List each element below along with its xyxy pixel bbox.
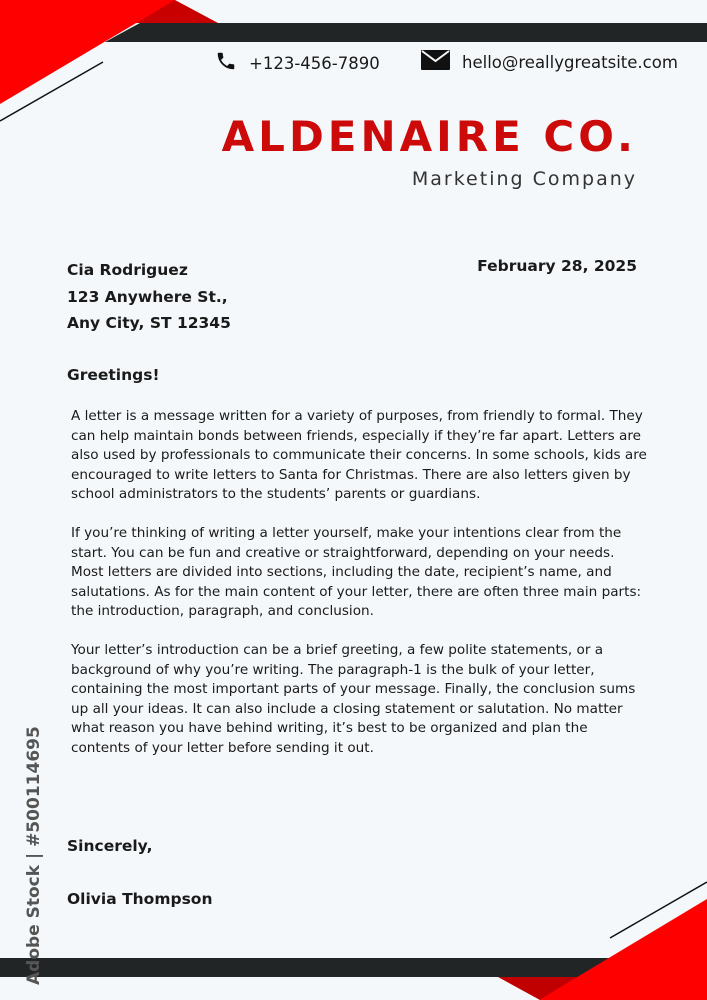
recipient-street: 123 Anywhere St., [67,287,228,306]
top-red-shape [0,0,175,104]
company-tagline: Marketing Company [411,168,637,190]
signature-name: Olivia Thompson [67,890,213,908]
top-dark-bar [105,23,707,42]
watermark-text: Adobe Stock | #500114695 [24,726,44,985]
recipient-address [67,257,231,337]
paragraph: A letter is a message written for a variety of purposes, from friendly to formal. They can help maintain bonds between friends, especially if they’re far apart. Letters are also used by professionals to communicate their concerns. In some schools, kids are encouraged to write letters to Santa for Christmas. There are also letters given by school administrators to the students’ parents or guardians. [71,408,647,502]
greeting: Greetings! [67,366,160,384]
watermark [4,726,44,985]
letter-date: February 28, 2025 [477,257,637,275]
email-address: hello@reallygreatsite.com [462,52,678,72]
recipient-city: Any City, ST 12345 [67,314,231,332]
phone-contact [215,50,380,76]
phone-number: +123-456-7890 [249,53,380,73]
bottom-dark-bar [0,958,610,977]
recipient-name: Cia Rodriguez [67,261,188,279]
email-contact [421,50,678,74]
envelope-icon [421,50,450,74]
letter-body [71,407,651,778]
phone-icon [215,50,237,76]
company-name: ALDENAIRE CO. [221,112,637,161]
paragraph: Your letter’s introduction can be a brief greeting, a few polite statements, or a background of why you’re writing. The paragraph-1 is the bulk of your letter, containing the most important parts of your message. Finally, the conclusion sums up all your ideas. It can also include a closing statement or salutation. No matter what reason you have behind writing, it’s best to be organized and plan the contents of your letter before sending it out. [71,642,636,756]
closing: Sincerely, [67,837,153,855]
paragraph: If you’re thinking of writing a letter yourself, make your intentions clear from the start. You can be fun and creative or straightforward, depending on your needs. Most letters are divided into sections, including the date, recipient’s name, and salutations. As for the main content of your letter, there are often three main parts: the introduction, paragraph, and conclusion. [71,525,642,619]
